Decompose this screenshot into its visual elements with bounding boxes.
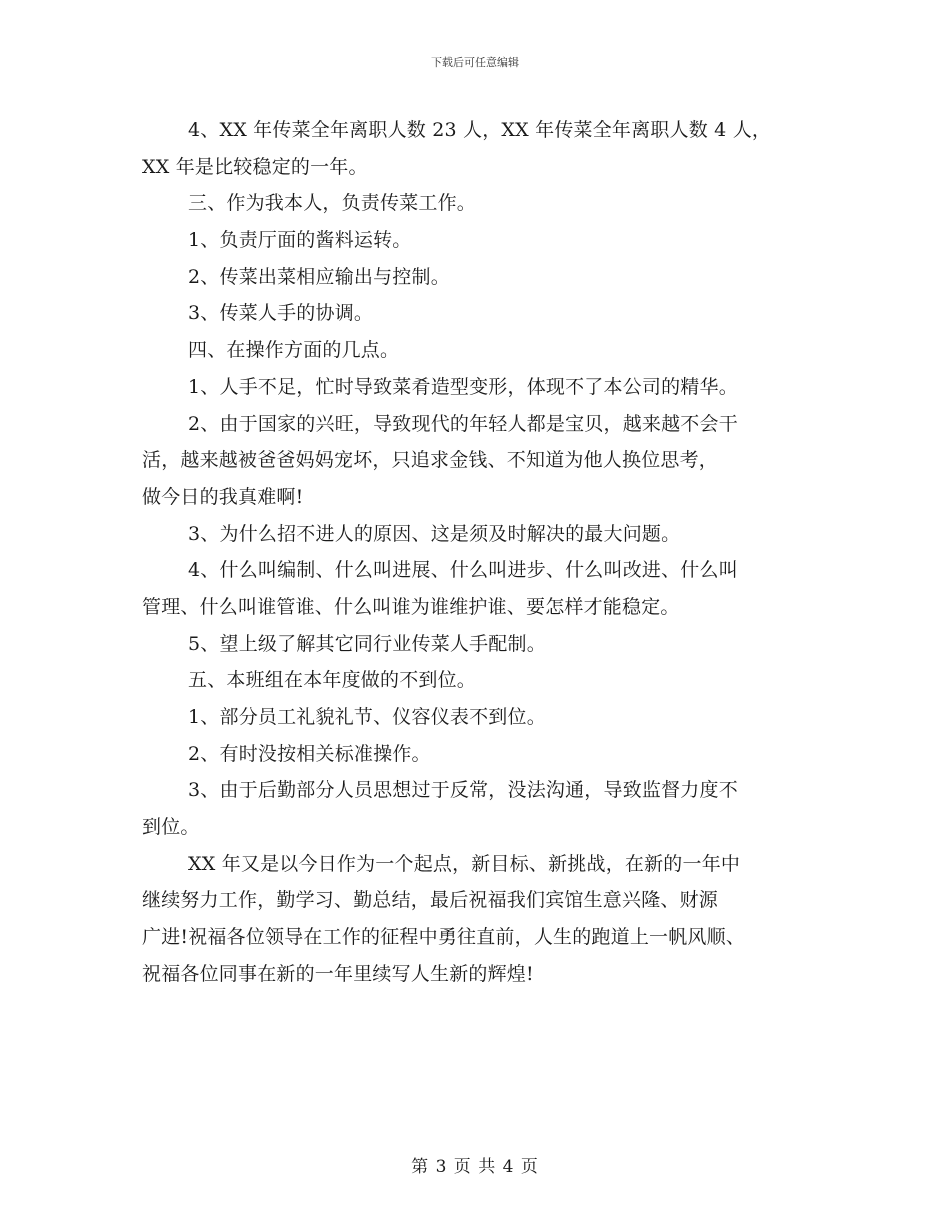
text-line: 五、本班组在本年度做的不到位。 [188, 669, 477, 692]
text-line: 四、在操作方面的几点。 [188, 339, 400, 362]
text-line: 2、传菜出菜相应输出与控制。 [188, 265, 450, 288]
text-line: 1、人手不足，忙时导致菜肴造型变形，体现不了本公司的精华。 [188, 375, 738, 398]
text-line: 2、由于国家的兴旺，导致现代的年轻人都是宝贝，越来越不会干 [188, 412, 738, 435]
text-line: XX 年是比较稳定的一年。 [142, 155, 368, 178]
text-line: XX 年又是以今日作为一个起点，新目标、新挑战，在新的一年中 [188, 852, 741, 875]
text-line: 4、XX 年传菜全年离职人数 23 人，XX 年传菜全年离职人数 4 人， [188, 119, 772, 141]
text-line: 做今日的我真难啊! [142, 485, 304, 508]
page-footer: 第 3 页 共 4 页 [411, 1157, 539, 1177]
text-line: 5、望上级了解其它同行业传菜人手配制。 [188, 632, 546, 655]
page-header: 下载后可任意编辑 [431, 56, 519, 69]
text-line: 三、作为我本人，负责传菜工作。 [188, 192, 477, 215]
text-line: 广进!祝福各位领导在工作的征程中勇往直前，人生的跑道上一帆风顺、 [142, 926, 746, 949]
text-line: 祝福各位同事在新的一年里续写人生新的辉煌! [142, 962, 534, 985]
text-line: 继续努力工作，勤学习、勤总结，最后祝福我们宾馆生意兴隆、财源 [142, 889, 719, 912]
text-line: 2、有时没按相关标准操作。 [188, 742, 431, 765]
text-line: 3、由于后勤部分人员思想过于反常，没法沟通，导致监督力度不 [188, 779, 738, 802]
text-line: 3、为什么招不进人的原因、这是须及时解决的最大问题。 [188, 522, 681, 545]
text-line: 到位。 [142, 816, 200, 839]
document-body [142, 112, 822, 993]
text-line: 活，越来越被爸爸妈妈宠坏，只追求金钱、不知道为他人换位思考， [142, 449, 719, 472]
text-line: 1、负责厅面的酱料运转。 [188, 229, 412, 252]
text-line: 4、什么叫编制、什么叫进展、什么叫进步、什么叫改进、什么叫 [188, 559, 738, 582]
text-line: 1、部分员工礼貌礼节、仪容仪表不到位。 [188, 706, 546, 728]
text-line: 3、传菜人手的协调。 [188, 302, 374, 325]
text-line: 管理、什么叫谁管谁、什么叫谁为谁维护谁、要怎样才能稳定。 [142, 595, 680, 618]
